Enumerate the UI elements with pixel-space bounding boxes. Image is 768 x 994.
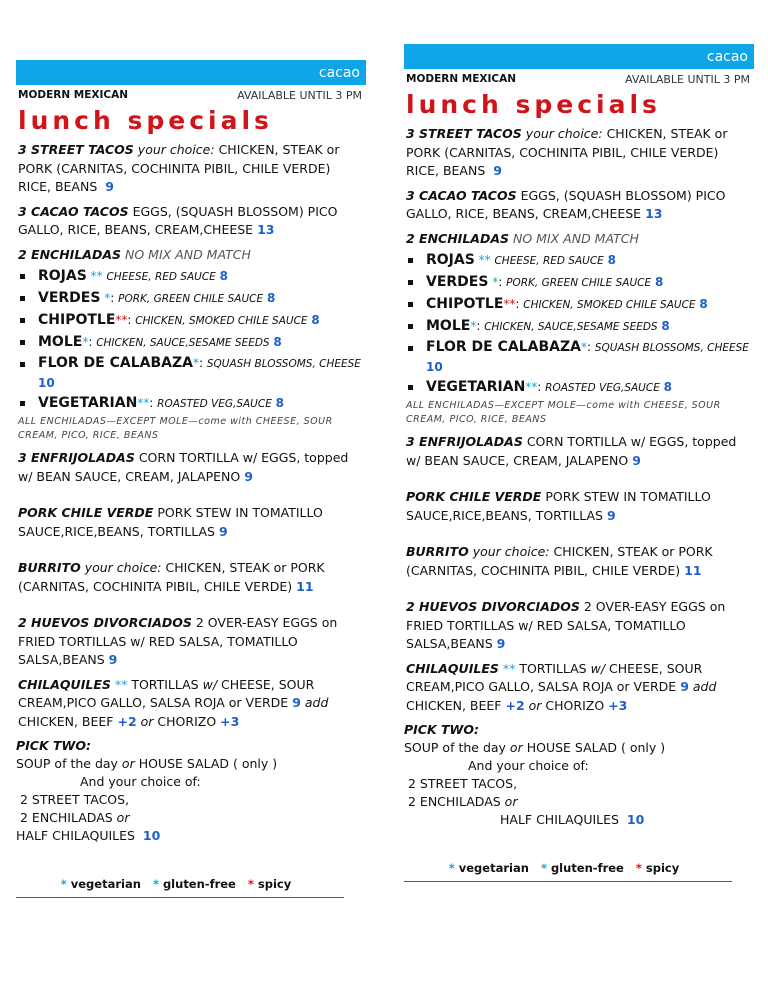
legend-spicy: spicy (645, 861, 680, 875)
item-name: CHILAQUILES (18, 676, 111, 692)
item-name: PORK CHILE VERDE (18, 505, 154, 520)
item-choice: your choice: (472, 544, 550, 559)
pick-two-title: PICK TWO: (404, 722, 479, 737)
item-desc: CORN TORTILLA w/ EGGS, topped w/ BEAN SAUCE, CREAM, JALAPENO (18, 450, 349, 484)
legend-vegetarian: vegetarian (458, 861, 529, 875)
pick-two: PICK TWO: SOUP of the day or HOUSE SALAD ( only ) And your choice of: 2 STREET TACOS, 2 ENCHILADAS or HALF CHILAQUILES 10 (404, 722, 666, 827)
menu-item-chilaquiles: CHILAQUILES ** TORTILLAS w/ CHEESE, SOUR CREAM,PICO GALLO, SALSA ROJA or VERDE 9 add CHICKEN, BEEF +2 or CHORIZO +3 (406, 660, 717, 713)
menu-item-huevos (16, 614, 366, 670)
brand-bar (404, 44, 754, 69)
menu-item-enchiladas (404, 230, 754, 249)
item-desc: 2 OVER-EASY EGGS on FRIED TORTILLAS w/ RED SALSA, TOMATILLO SALSA,BEANS (406, 599, 726, 651)
pick-two-title: PICK TWO: (16, 738, 91, 753)
menu-item-enfrijoladas (16, 449, 366, 486)
legend-spicy: spicy (257, 877, 292, 891)
menu-panel-right (404, 44, 754, 882)
item-desc: NO MIX AND MATCH (125, 246, 251, 262)
item-name: 3 CACAO TACOS (18, 203, 129, 219)
subhead-left: MODERN MEXICAN (406, 73, 517, 85)
enchilada-options (404, 250, 754, 399)
menu-item-pork-chile-verde (16, 504, 366, 541)
subhead (16, 89, 366, 102)
item-desc: 2 OVER-EASY EGGS on FRIED TORTILLAS w/ RED SALSA, TOMATILLO SALSA,BEANS (18, 615, 338, 667)
item-name: 3 STREET TACOS (406, 126, 522, 141)
item-price: 9 (292, 695, 301, 710)
pick-two: PICK TWO: SOUP of the day or HOUSE SALAD ( only ) And your choice of: 2 STREET TACOS, 2 ENCHILADAS or HALF CHILAQUILES 10 (16, 738, 278, 843)
menu-item-burrito (404, 543, 754, 580)
legend: * vegetarian * gluten-free * spicy (448, 861, 680, 875)
list-item: VEGETARIAN**: ROASTED VEG,SAUCE 8 (426, 377, 754, 399)
list-item: ROJAS ** CHEESE, RED SAUCE 8 (426, 250, 754, 272)
subhead (404, 73, 754, 86)
menu-item-pork-chile-verde (404, 488, 754, 525)
item-name: 2 ENCHILADAS (406, 230, 510, 246)
page-title: lunch specials (18, 106, 273, 135)
item-price: 9 (244, 468, 253, 484)
item-desc: PORK STEW IN TOMATILLO SAUCE,RICE,BEANS, TORTILLAS (406, 489, 711, 523)
item-desc: PORK STEW IN TOMATILLO SAUCE,RICE,BEANS, TORTILLAS (18, 505, 323, 539)
item-name: 2 ENCHILADAS (18, 246, 122, 262)
legend-vegetarian: vegetarian (70, 877, 141, 891)
item-name: 3 CACAO TACOS (406, 187, 517, 203)
item-choice: your choice: (84, 560, 162, 575)
subhead-left: MODERN MEXICAN (18, 89, 129, 101)
enchilada-note: ALL ENCHILADAS—EXCEPT MOLE—come with CHEESE, SOUR CREAM, PICO, RICE, BEANS (406, 400, 721, 425)
menu-item-cacao-tacos (16, 203, 366, 240)
divider (16, 897, 344, 898)
enchilada-options (16, 266, 366, 415)
list-item: MOLE*: CHICKEN, SAUCE,SESAME SEEDS 8 (426, 316, 754, 338)
item-price: 9 (606, 507, 616, 523)
item-price: 11 (684, 562, 702, 578)
item-desc: EGGS, (SQUASH BLOSSOM) PICO GALLO, RICE, BEANS, CREAM,CHEESE (18, 203, 338, 237)
legend: * vegetarian * gluten-free * spicy (60, 877, 292, 891)
list-item: ROJAS ** CHEESE, RED SAUCE 8 (38, 266, 366, 288)
menu-item-chilaquiles: CHILAQUILES ** TORTILLAS w/ CHEESE, SOUR CREAM,PICO GALLO, SALSA ROJA or VERDE 9 add CHICKEN, BEEF +2 or CHORIZO +3 (18, 676, 329, 729)
item-name: PORK CHILE VERDE (406, 489, 542, 504)
item-price: 9 (680, 679, 689, 694)
item-desc: CHICKEN, STEAK or PORK (CARNITAS, COCHINITA PIBIL, CHILE VERDE) RICE, BEANS (406, 126, 728, 178)
list-item: FLOR DE CALABAZA*: SQUASH BLOSSOMS, CHEESE 10 (38, 354, 366, 393)
item-price: 9 (493, 163, 502, 178)
item-desc: EGGS, (SQUASH BLOSSOM) PICO GALLO, RICE, BEANS, CREAM,CHEESE (406, 187, 726, 221)
list-item: CHIPOTLE**: CHICKEN, SMOKED CHILE SAUCE 8 (38, 310, 366, 332)
list-item: VEGETARIAN**: ROASTED VEG,SAUCE 8 (38, 393, 366, 415)
item-desc: CHICKEN, STEAK or PORK (CARNITAS, COCHINITA PIBIL, CHILE VERDE) RICE, BEANS (18, 142, 340, 194)
menu-item-burrito (16, 559, 366, 596)
enchilada-note: ALL ENCHILADAS—EXCEPT MOLE—come with CHEESE, SOUR CREAM, PICO, RICE, BEANS (18, 416, 333, 441)
item-name: 3 ENFRIJOLADAS (406, 434, 523, 449)
item-mark: ** (114, 676, 128, 692)
item-price: 13 (257, 222, 275, 237)
item-name: 3 ENFRIJOLADAS (18, 450, 135, 465)
menu-item-street-tacos (404, 125, 754, 181)
list-item: FLOR DE CALABAZA*: SQUASH BLOSSOMS, CHEESE 10 (426, 338, 754, 377)
legend-gluten-free: gluten-free (162, 877, 236, 891)
item-price: 9 (108, 652, 118, 667)
divider (404, 881, 732, 882)
item-name: BURRITO (406, 544, 469, 559)
menu-item-enfrijoladas (404, 433, 754, 470)
item-mark: ** (502, 660, 516, 676)
brand-bar (16, 60, 366, 85)
page-title: lunch specials (406, 90, 661, 119)
item-price: 9 (105, 179, 114, 194)
item-name: CHILAQUILES (406, 660, 499, 676)
item-desc: CORN TORTILLA w/ EGGS, topped w/ BEAN SAUCE, CREAM, JALAPENO (406, 434, 737, 468)
menu-panel-left (16, 60, 366, 898)
item-price: 9 (496, 636, 506, 651)
list-item: CHIPOTLE**: CHICKEN, SMOKED CHILE SAUCE 8 (426, 294, 754, 316)
item-desc: CHICKEN, STEAK or PORK (CARNITAS, COCHINITA PIBIL, CHILE VERDE) (406, 544, 713, 578)
item-price: 11 (296, 578, 314, 594)
item-price: 9 (632, 452, 641, 468)
list-item: VERDES *: PORK, GREEN CHILE SAUCE 8 (426, 272, 754, 294)
brand-name: cacao (706, 49, 748, 65)
subhead-right: AVAILABLE UNTIL 3 PM (237, 89, 362, 102)
item-name: 3 STREET TACOS (18, 142, 134, 157)
item-price: 13 (645, 206, 663, 221)
item-choice: your choice: (137, 142, 215, 157)
menu-item-cacao-tacos (404, 187, 754, 224)
list-item: MOLE*: CHICKEN, SAUCE,SESAME SEEDS 8 (38, 332, 366, 354)
menu-item-huevos (404, 598, 754, 654)
menu-item-street-tacos (16, 141, 366, 197)
brand-name: cacao (318, 65, 360, 81)
item-name: 2 HUEVOS DIVORCIADOS (18, 615, 192, 630)
list-item: VERDES *: PORK, GREEN CHILE SAUCE 8 (38, 288, 366, 310)
subhead-right: AVAILABLE UNTIL 3 PM (625, 73, 750, 86)
item-name: BURRITO (18, 560, 81, 575)
item-desc: NO MIX AND MATCH (513, 230, 639, 246)
item-price: 9 (218, 523, 228, 539)
item-desc: CHICKEN, STEAK or PORK (CARNITAS, COCHINITA PIBIL, CHILE VERDE) (18, 560, 325, 594)
item-name: 2 HUEVOS DIVORCIADOS (406, 599, 580, 614)
menu-item-enchiladas (16, 246, 366, 265)
item-choice: your choice: (525, 126, 603, 141)
legend-gluten-free: gluten-free (550, 861, 624, 875)
